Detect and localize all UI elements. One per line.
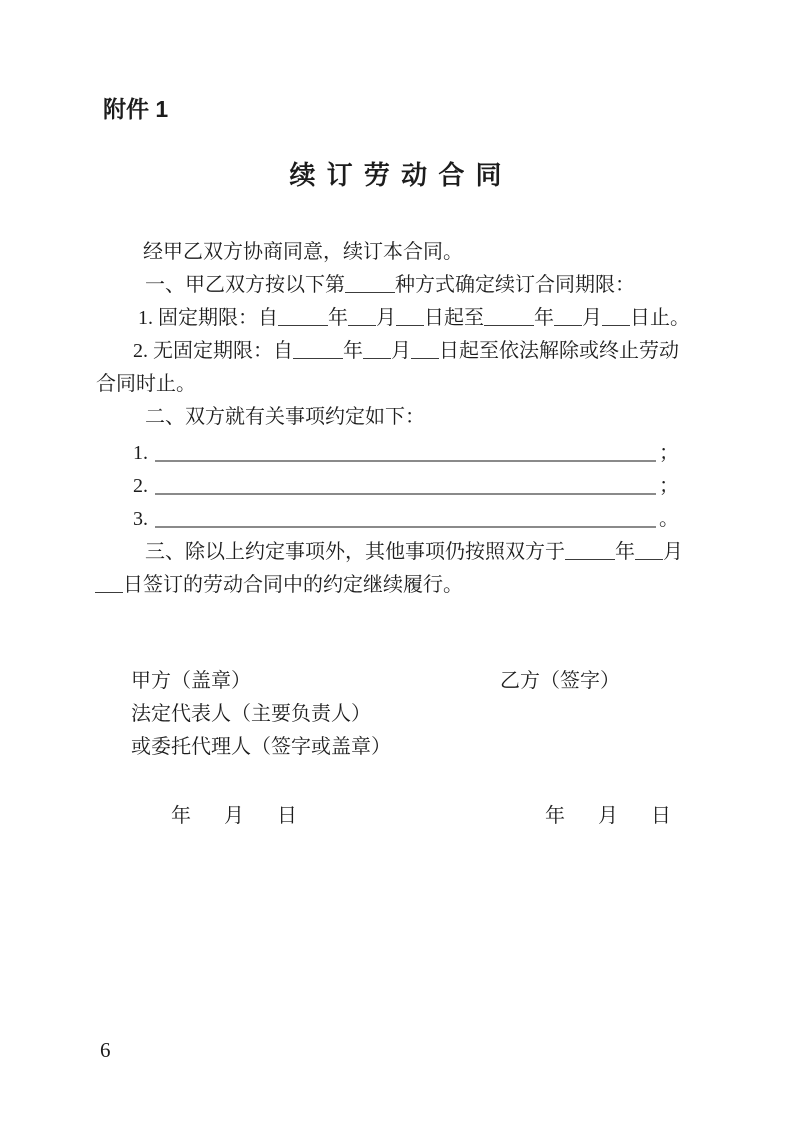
text-segment: 年	[615, 541, 635, 563]
text-segment: 1. 固定期限：自	[138, 307, 278, 329]
text-segment: 日止。	[630, 307, 690, 329]
attachment-label: 附件 1	[103, 96, 169, 122]
blank-field	[565, 559, 615, 560]
text-segment: 月	[582, 307, 602, 329]
legal-representative-label	[131, 704, 371, 724]
agreed-item-row-3	[133, 509, 679, 529]
clause-1-line	[145, 275, 635, 295]
party-b-date-line	[545, 806, 671, 826]
clause-3-wrap-line	[95, 575, 463, 595]
item-punct: 。	[659, 508, 679, 530]
text-segment: 法定代表人（主要负责人）	[131, 703, 371, 725]
clause-2-line	[145, 407, 425, 427]
text-segment: 二、双方就有关事项约定如下：	[145, 406, 425, 428]
blank-line	[155, 526, 656, 528]
document-title: 续 订 劳 动 合 同	[289, 160, 504, 190]
clause-3-line	[145, 542, 683, 562]
text-segment: 2. 无固定期限：自	[133, 340, 293, 362]
text-segment: 年	[343, 340, 363, 362]
item-number: 1.	[133, 442, 148, 464]
text-segment: 月	[663, 541, 683, 563]
text-segment: 年	[328, 307, 348, 329]
blank-field	[602, 325, 630, 326]
text-segment: 合同时止。	[96, 373, 196, 395]
text-segment: 种方式确定续订合同期限：	[395, 274, 635, 296]
agreed-item-row-2	[133, 476, 679, 496]
blank-field	[345, 292, 395, 293]
blank-field	[635, 559, 663, 560]
blank-field	[348, 325, 376, 326]
blank-field	[293, 358, 343, 359]
month-label: 月	[224, 805, 244, 827]
item-punct: ；	[659, 475, 679, 497]
text-segment: 月	[391, 340, 411, 362]
text-segment: 日签订的劳动合同中的约定继续履行。	[123, 574, 463, 596]
text-segment: 日起至依法解除或终止劳动	[439, 340, 679, 362]
party-b-label	[500, 671, 620, 691]
entrusted-agent-label	[131, 737, 391, 757]
text-segment: 三、除以上约定事项外，其他事项仍按照双方于	[145, 541, 565, 563]
blank-field	[396, 325, 424, 326]
blank-field	[95, 592, 123, 593]
day-label: 日	[651, 805, 671, 827]
month-label: 月	[598, 805, 618, 827]
blank-field	[411, 358, 439, 359]
text-segment: 乙方（签字）	[500, 670, 620, 692]
text-segment: 一、甲乙双方按以下第	[145, 274, 345, 296]
agreed-item-row-1	[133, 443, 679, 463]
party-a-label	[131, 671, 251, 691]
party-a-date-line	[171, 806, 297, 826]
blank-line	[155, 493, 656, 495]
year-label: 年	[171, 805, 191, 827]
blank-line	[155, 460, 656, 462]
page-number: 6	[100, 1038, 111, 1062]
blank-field	[278, 325, 328, 326]
text-segment: 经甲乙双方协商同意，续订本合同。	[143, 241, 463, 263]
text-segment: 甲方（盖章）	[131, 670, 251, 692]
blank-field	[484, 325, 534, 326]
item-number: 2.	[133, 475, 148, 497]
open-term-wrap-line	[96, 374, 196, 394]
blank-field	[363, 358, 391, 359]
year-label: 年	[545, 805, 565, 827]
item-number: 3.	[133, 508, 148, 530]
item-punct: ；	[659, 442, 679, 464]
text-segment: 日起至	[424, 307, 484, 329]
fixed-term-line	[138, 308, 690, 328]
open-term-line	[133, 341, 679, 361]
text-segment: 或委托代理人（签字或盖章）	[131, 736, 391, 758]
text-segment: 年	[534, 307, 554, 329]
blank-field	[554, 325, 582, 326]
text-segment: 月	[376, 307, 396, 329]
day-label: 日	[277, 805, 297, 827]
intro-line	[143, 242, 463, 262]
